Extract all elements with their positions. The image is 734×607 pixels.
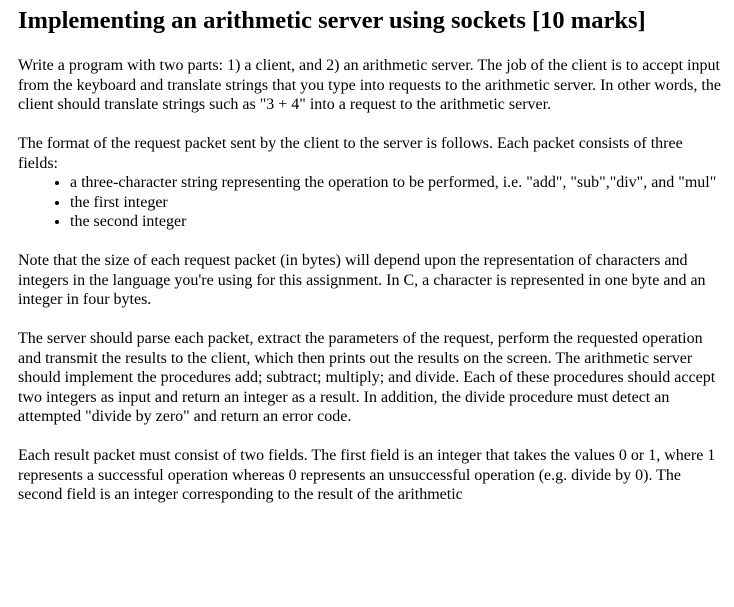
- paragraph-result-packet: Each result packet must consist of two fields. The first field is an integer that takes the values 0 or 1, where 1 represents a successful operation whereas 0 represents an unsuccessful operation (e.g. divide by 0). The second field is an integer corresponding to the result of the arithmetic: [18, 447, 716, 503]
- list-item: • the second integer: [70, 212, 722, 232]
- document-body: [18, 56, 722, 524]
- paragraph-request-format: The format of the request packet sent by the client to the server is follows. Each packet consists of three fields:: [18, 135, 683, 172]
- paragraph-packet-size: Note that the size of each request packet (in bytes) will depend upon the representation of characters and integers in the language you're using for this assignment. In C, a character is represented in one byte and an integer in four bytes.: [18, 252, 706, 308]
- paragraph-intro: Write a program with two parts: 1) a client, and 2) an arithmetic server. The job of the client is to accept input from the keyboard and translate strings that you type into requests to the arithmetic server. In other words, the client should translate strings such as "3 + 4" into a request to the arithmetic server.: [18, 57, 721, 113]
- page-title: Implementing an arithmetic server using sockets [10 marks]: [18, 7, 646, 34]
- list-item: • a three-character string representing the operation to be performed, i.e. "add", "sub","div", and "mul": [70, 173, 722, 193]
- list-item: • the first integer: [70, 193, 722, 213]
- request-fields-list: [18, 173, 722, 232]
- paragraph-server-behavior: The server should parse each packet, extract the parameters of the request, perform the requested operation and transmit the results to the client, which then prints out the results on the screen. The arithmetic server should implement the procedures add; subtract; multiply; and divide. Each of these procedures should accept two integers as input and return an integer as a result. In addition, the divide procedure must detect an attempted "divide by zero" and return an error code.: [18, 330, 716, 425]
